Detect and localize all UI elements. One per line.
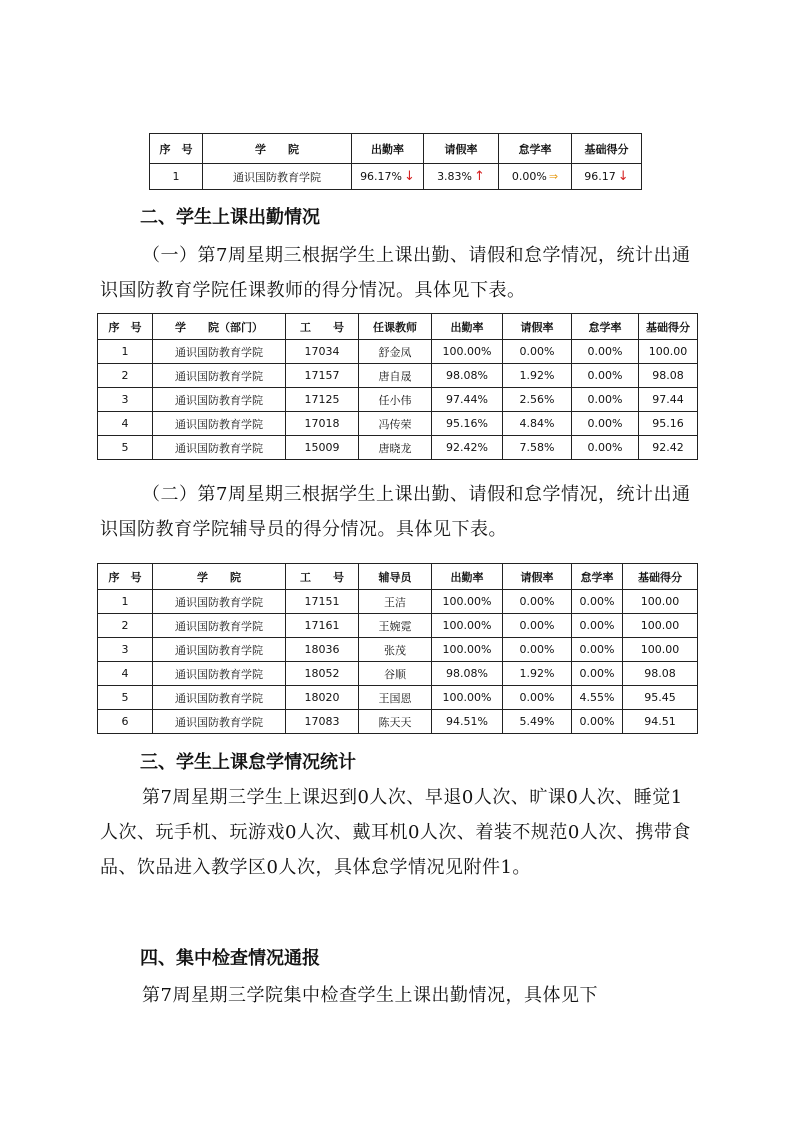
table-cell: 98.08% <box>432 662 503 686</box>
table-cell: 通识国防教育学院 <box>153 662 286 686</box>
table-cell: 1.92% <box>503 662 572 686</box>
arrow-right-icon: ⇒ <box>548 170 559 183</box>
header-no: 序 号 <box>98 314 153 340</box>
table-cell: 张茂 <box>359 638 432 662</box>
table-row <box>98 388 698 412</box>
table-cell: 1.92% <box>503 364 572 388</box>
header-no: 序 号 <box>150 134 203 164</box>
table-row <box>98 686 698 710</box>
table-cell: 3 <box>98 638 153 662</box>
arrow-down-icon: ↓ <box>617 169 629 184</box>
table-cell: 0.00% <box>572 364 639 388</box>
header-score: 基础得分 <box>572 134 642 164</box>
table-cell: 2 <box>98 364 153 388</box>
header-leave: 请假率 <box>503 564 572 590</box>
table-cell: 4 <box>98 412 153 436</box>
table-cell: 98.08 <box>623 662 698 686</box>
cell-no: 1 <box>150 164 203 190</box>
table-cell: 1 <box>98 590 153 614</box>
table-cell: 98.08% <box>432 364 503 388</box>
table-cell: 17157 <box>286 364 359 388</box>
teachers-table <box>97 313 698 460</box>
table-cell: 17151 <box>286 590 359 614</box>
table-cell: 4 <box>98 662 153 686</box>
table-cell: 0.00% <box>572 340 639 364</box>
cell-score <box>572 164 642 190</box>
table-cell: 陈天天 <box>359 710 432 734</box>
header-no: 序 号 <box>98 564 153 590</box>
table-cell: 100.00 <box>623 614 698 638</box>
table-cell: 王婉霓 <box>359 614 432 638</box>
attendance-value: 96.17% <box>360 170 403 183</box>
header-college: 学 院 <box>153 564 286 590</box>
paragraph-teachers: （一）第7周星期三根据学生上课出勤、请假和怠学情况，统计出通识国防教育学院任课教师的得分情况。具体见下表。 <box>100 245 691 301</box>
header-counselor: 辅导员 <box>359 564 432 590</box>
table-cell: 100.00 <box>623 590 698 614</box>
table-cell: 王洁 <box>359 590 432 614</box>
table-cell: 通识国防教育学院 <box>153 436 286 460</box>
header-score: 基础得分 <box>623 564 698 590</box>
table-cell: 100.00% <box>432 590 503 614</box>
section-heading-attendance: 二、学生上课出勤情况 <box>140 207 320 228</box>
table-cell: 100.00 <box>623 638 698 662</box>
table-cell: 17161 <box>286 614 359 638</box>
table-cell: 95.45 <box>623 686 698 710</box>
cell-leave <box>424 164 499 190</box>
table-cell: 0.00% <box>572 614 623 638</box>
table-cell: 3 <box>98 388 153 412</box>
table-row <box>98 436 698 460</box>
table-cell: 0.00% <box>572 590 623 614</box>
table-cell: 17083 <box>286 710 359 734</box>
table-cell: 5 <box>98 686 153 710</box>
table-cell: 0.00% <box>503 590 572 614</box>
header-truancy: 怠学率 <box>499 134 572 164</box>
table-cell: 5.49% <box>503 710 572 734</box>
arrow-down-icon: ↓ <box>404 169 415 184</box>
table-row <box>98 412 698 436</box>
table-cell: 2.56% <box>503 388 572 412</box>
header-leave: 请假率 <box>424 134 499 164</box>
table-cell: 王国恩 <box>359 686 432 710</box>
table-cell: 17034 <box>286 340 359 364</box>
table-cell: 通识国防教育学院 <box>153 364 286 388</box>
table-cell: 5 <box>98 436 153 460</box>
paragraph-inspection: 第7周星期三学院集中检查学生上课出勤情况，具体见下 <box>142 985 598 1006</box>
table-cell: 17018 <box>286 412 359 436</box>
table-row <box>98 590 698 614</box>
table-cell: 92.42% <box>432 436 503 460</box>
table-cell: 冯传荣 <box>359 412 432 436</box>
table-cell: 通识国防教育学院 <box>153 388 286 412</box>
table-cell: 通识国防教育学院 <box>153 710 286 734</box>
table-row <box>98 364 698 388</box>
cell-truancy <box>499 164 572 190</box>
table-row <box>98 710 698 734</box>
cell-attendance <box>352 164 424 190</box>
header-attendance: 出勤率 <box>432 564 503 590</box>
table-cell: 17125 <box>286 388 359 412</box>
table-cell: 通识国防教育学院 <box>153 638 286 662</box>
header-college: 学 院 <box>203 134 352 164</box>
header-truancy: 怠学率 <box>572 314 639 340</box>
header-teacher: 任课教师 <box>359 314 432 340</box>
table-cell: 通识国防教育学院 <box>153 614 286 638</box>
table-cell: 通识国防教育学院 <box>153 412 286 436</box>
table-cell: 100.00% <box>432 686 503 710</box>
header-id: 工 号 <box>286 564 359 590</box>
table-cell: 18036 <box>286 638 359 662</box>
table-cell: 97.44 <box>639 388 698 412</box>
table-cell: 7.58% <box>503 436 572 460</box>
header-score: 基础得分 <box>639 314 698 340</box>
table-cell: 18052 <box>286 662 359 686</box>
table-cell: 0.00% <box>572 412 639 436</box>
table-cell: 谷顺 <box>359 662 432 686</box>
table-cell: 100.00 <box>639 340 698 364</box>
counselors-table <box>97 563 698 734</box>
table-cell: 94.51% <box>432 710 503 734</box>
table-cell: 100.00% <box>432 340 503 364</box>
paragraph-counselors: （二）第7周星期三根据学生上课出勤、请假和怠学情况，统计出通识国防教育学院辅导员的得分情况。具体见下表。 <box>100 484 691 540</box>
header-id: 工 号 <box>286 314 359 340</box>
summary-table <box>149 133 642 190</box>
leave-value: 3.83% <box>437 170 473 183</box>
table-cell: 100.00% <box>432 638 503 662</box>
table-cell: 4.84% <box>503 412 572 436</box>
table-cell: 通识国防教育学院 <box>153 686 286 710</box>
table-cell: 95.16 <box>639 412 698 436</box>
table-cell: 0.00% <box>572 388 639 412</box>
table-cell: 18020 <box>286 686 359 710</box>
paragraph-truancy: 第7周星期三学生上课迟到0人次、早退0人次、旷课0人次、睡觉1人次、玩手机、玩游戏0人次、戴耳机0人次、着装不规范0人次、携带食品、饮品进入教学区0人次，具体怠学情况见附件1。 <box>100 787 691 878</box>
table-cell: 4.55% <box>572 686 623 710</box>
table-cell: 通识国防教育学院 <box>153 590 286 614</box>
table-cell: 15009 <box>286 436 359 460</box>
truancy-value: 0.00% <box>511 170 547 183</box>
table-row <box>98 638 698 662</box>
table-cell: 通识国防教育学院 <box>153 340 286 364</box>
table-cell: 0.00% <box>503 614 572 638</box>
table-cell: 1 <box>98 340 153 364</box>
table-cell: 任小伟 <box>359 388 432 412</box>
table-cell: 95.16% <box>432 412 503 436</box>
table-row <box>98 340 698 364</box>
table-cell: 0.00% <box>572 638 623 662</box>
table-cell: 98.08 <box>639 364 698 388</box>
table-cell: 94.51 <box>623 710 698 734</box>
header-truancy: 怠学率 <box>572 564 623 590</box>
section-heading-truancy: 三、学生上课怠学情况统计 <box>140 752 356 773</box>
header-college: 学 院（部门） <box>153 314 286 340</box>
arrow-up-icon: ↑ <box>474 169 485 184</box>
table-cell: 2 <box>98 614 153 638</box>
table-cell: 0.00% <box>503 686 572 710</box>
section-heading-inspection: 四、集中检查情况通报 <box>140 948 320 969</box>
table-cell: 0.00% <box>572 710 623 734</box>
table-cell: 唐自晟 <box>359 364 432 388</box>
table-row <box>98 662 698 686</box>
score-value: 96.17 <box>584 170 616 183</box>
table-cell: 唐晓龙 <box>359 436 432 460</box>
table-cell: 0.00% <box>572 662 623 686</box>
table-cell: 舒金凤 <box>359 340 432 364</box>
header-attendance: 出勤率 <box>432 314 503 340</box>
table-row <box>98 614 698 638</box>
table-cell: 0.00% <box>572 436 639 460</box>
table-cell: 100.00% <box>432 614 503 638</box>
table-cell: 97.44% <box>432 388 503 412</box>
table-cell: 6 <box>98 710 153 734</box>
header-attendance: 出勤率 <box>352 134 424 164</box>
cell-college: 通识国防教育学院 <box>203 164 352 190</box>
header-leave: 请假率 <box>503 314 572 340</box>
table-cell: 92.42 <box>639 436 698 460</box>
table-cell: 0.00% <box>503 638 572 662</box>
table-cell: 0.00% <box>503 340 572 364</box>
